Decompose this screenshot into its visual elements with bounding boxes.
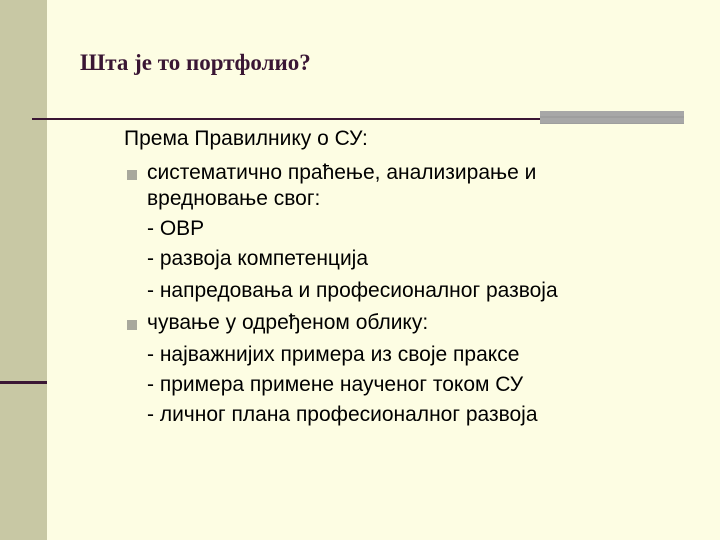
bullet-1-line-1: систематично праћење, анализирање и	[147, 161, 537, 184]
slide-title: Шта је то портфолио?	[80, 50, 311, 75]
sub-item-6: - личног плана професионалног развоја	[147, 403, 538, 426]
sub-item-2: - развоја компетенција	[147, 247, 369, 270]
sub-item-1: - ОВР	[147, 217, 205, 240]
square-bullet-icon	[127, 170, 137, 180]
square-bullet-icon	[127, 320, 137, 330]
sub-item-5: - примера примене наученог током СУ	[147, 373, 524, 396]
bullet-2-line-1: чување у одређеном облику:	[147, 311, 429, 334]
sub-item-3: - напредовања и професионалног развоја	[147, 279, 558, 302]
sub-item-4: - најважнијих примера из своје праксе	[147, 343, 520, 366]
bullet-1-line-2: вредновање свог:	[147, 187, 321, 210]
intro-text: Према Правилнику о СУ:	[124, 127, 368, 150]
